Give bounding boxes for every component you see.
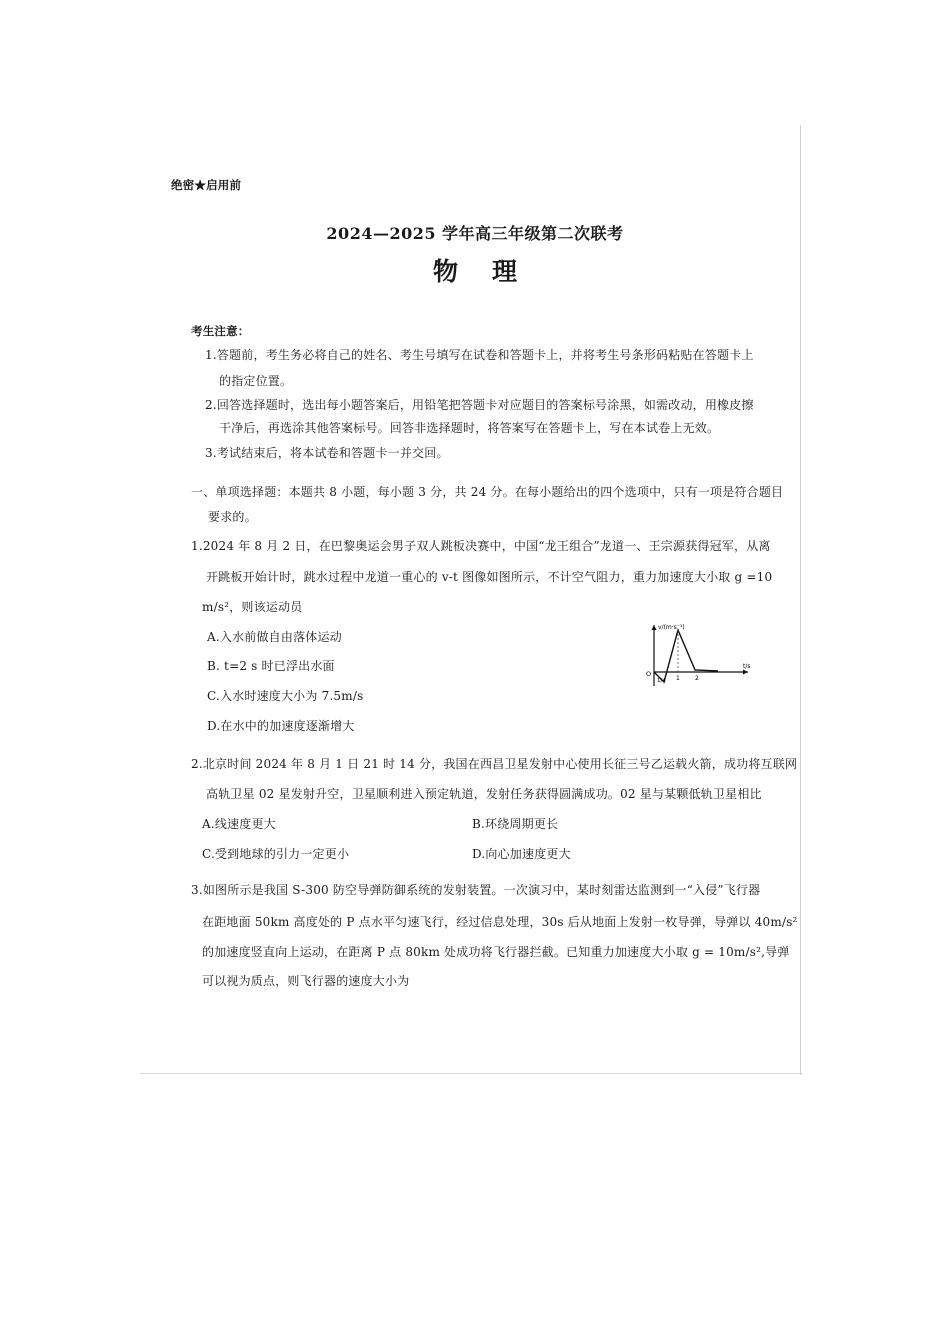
- q1-vt-graph: [640, 620, 755, 690]
- graph-x-arrow: [743, 670, 748, 675]
- q1-stem-line-1: 1.2024 年 8 月 2 日，在巴黎奥运会男子双人跳板决赛中，中国“龙王组合”龙道一、王宗源获得冠军，从离: [191, 539, 771, 553]
- q2-option-c: C.受到地球的引力一定更小: [202, 847, 350, 861]
- graph-origin-label: O: [646, 670, 652, 678]
- section-1-line-1: 一、单项选择题：本题共 8 小题，每小题 3 分，共 24 分。在每小题给出的四个选项中，只有一项是符合题目: [191, 485, 784, 499]
- q3-stem-line-1: 3.如图所示是我国 S-300 防空导弹防御系统的发射装置。一次演习中，某时刻雷达监测到一“入侵”飞行器: [191, 883, 761, 897]
- q2-option-b: B.环绕周期更长: [472, 817, 559, 831]
- q1-stem-line-2: 开跳板开始计时，跳水过程中龙道一重心的 v-t 图像如图所示，不计空气阻力，重力加速度大小取 g =10: [206, 570, 773, 584]
- page-bottom-edge: [140, 1073, 802, 1074]
- q1-option-b: B. t=2 s 时已浮出水面: [207, 659, 335, 673]
- q2-stem-line-2: 高轨卫星 02 星发射升空，卫星顺利进入预定轨道，发射任务获得圆满成功。02 星与某颗低轨卫星相比: [206, 787, 762, 801]
- subject-title: 物理: [432, 257, 551, 286]
- secret-label: 绝密★启用前: [171, 178, 242, 192]
- q2-option-d: D.向心加速度更大: [472, 847, 571, 861]
- q1-stem-line-3: m/s²，则该运动员: [202, 600, 303, 614]
- graph-tick-2: 2: [695, 675, 699, 682]
- q2-option-a: A.线速度更大: [202, 817, 276, 831]
- notice-heading: 考生注意：: [191, 324, 250, 338]
- q3-stem-line-3: 的加速度竖直向上运动，在距离 P 点 80km 处成功将飞行器拦截。已知重力加速度大小取 g = 10m/s²,导弹: [202, 945, 790, 959]
- q1-option-a: A.入水前做自由落体运动: [207, 630, 342, 644]
- exam-title: 2024—2025 学年高三年级第二次联考: [326, 224, 624, 243]
- graph-x-label: t/s: [743, 663, 751, 670]
- graph-y-arrow: [652, 625, 657, 630]
- graph-velocity-curve: [654, 630, 718, 682]
- notice-item-2-line-1: 2.回答选择题时，选出每小题答案后，用铅笔把答题卡对应题目的答案标号涂黑，如需改动，用橡皮擦: [205, 398, 754, 412]
- notice-item-3: 3.考试结束后，将本试卷和答题卡一并交回。: [205, 446, 449, 460]
- q3-stem-line-2: 在距地面 50km 高度处的 P 点水平匀速飞行，经过信息处理，30s 后从地面上发射一枚导弹，导弹以 40m/s²: [202, 915, 798, 929]
- section-1-line-2: 要求的。: [208, 510, 257, 524]
- notice-item-1-line-2: 的指定位置。: [219, 374, 293, 388]
- notice-item-2-line-2: 干净后，再选涂其他答案标号。回答非选择题时，将答案写在答题卡上，写在本试卷上无效。: [219, 421, 720, 435]
- q3-stem-line-4: 可以视为质点，则飞行器的速度大小为: [202, 974, 410, 988]
- graph-tick-1: 1: [676, 675, 680, 682]
- graph-tick-quarter: 1/4: [657, 678, 666, 684]
- q1-option-c: C.入水时速度大小为 7.5m/s: [207, 689, 364, 703]
- q2-stem-line-1: 2.北京时间 2024 年 8 月 1 日 21 时 14 分，我国在西昌卫星发射中心使用长征三号乙运载火箭，成功将互联网: [191, 757, 798, 771]
- q1-option-d: D.在水中的加速度逐渐增大: [207, 719, 355, 733]
- notice-item-1-line-1: 1.答题前，考生务必将自己的姓名、考生号填写在试卷和答题卡上，并将考生号条形码粘贴在答题卡上: [205, 348, 754, 362]
- graph-y-label: v/(m·s⁻¹): [658, 624, 685, 631]
